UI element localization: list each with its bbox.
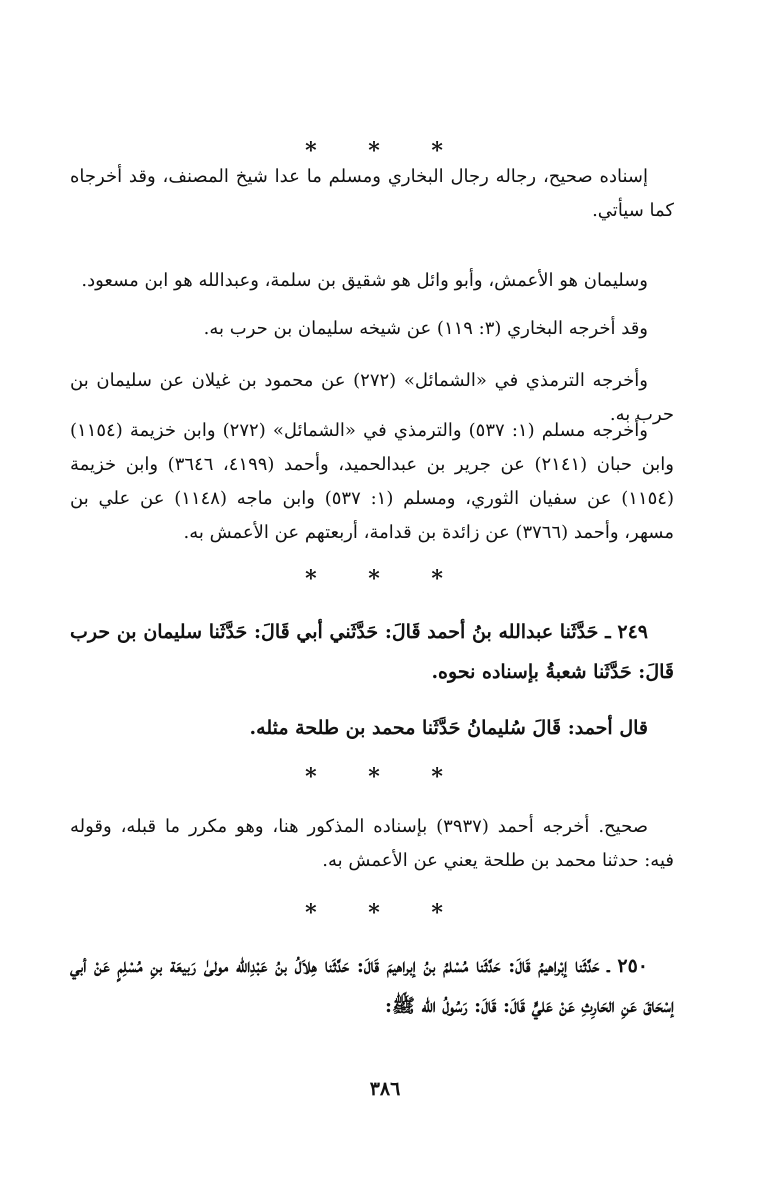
- separator-stars: * * *: [305, 900, 465, 926]
- separator-stars: * * *: [305, 566, 465, 592]
- hadith-text: ٢٥٠ ـ حَدَّثَنا إبْراهيمُ قَالَ: حَدَّثَنا مُسْلمُ بنُ إبراهيمَ قَالَ: حَدَّثَنا هِلاَلُ بنُ عَبْدِالله مولىٰ رَبيعَة بنِ مُسْلِمٍ عَنْ أبي إسْحَاقَ عَنِ الحَارِثِ عَنْ عَليٍّ قَالَ: قَالَ: رَسُولُ الله ﷺ:: [70, 955, 674, 1017]
- page-number: ٣٨٦: [369, 1078, 401, 1100]
- commentary-paragraph: وسليمان هو الأعمش، وأبو وائل هو شقيق بن سلمة، وعبدالله هو ابن مسعود.: [81, 270, 648, 291]
- commentary-paragraph: إسناده صحيح، رجاله رجال البخاري ومسلم ما عدا شيخ المصنف، وقد أخرجاه كما سيأتي.: [70, 166, 674, 221]
- commentary-paragraph: وأخرجه الترمذي في «الشمائل» (٢٧٢) عن محمود بن غيلان عن سليمان بن حرب به.: [70, 370, 674, 425]
- separator-stars: * * *: [305, 764, 465, 790]
- commentary-paragraph: وأخرجه مسلم (١: ٥٣٧) والترمذي في «الشمائل» (٢٧٢) وابن خزيمة (١١٥٤) وابن حبان (٢١٤١) عن جرير بن عبدالحميد، وأحمد (٤١٩٩، ٣٦٤٦) وابن خزيمة (١١٥٤) عن سفيان الثوري، ومسلم (١: ٥٣٧) وابن ماجه (١١٤٨) عن علي بن مسهر، وأحمد (٣٧٦٦) عن زائدة بن قدامة، أربعتهم عن الأعمش به.: [70, 420, 674, 543]
- hadith-text: ٢٤٩ ـ حَدَّثَنا عبدالله بنُ أحمد قَالَ: حَدَّثَني أبي قَالَ: حَدَّثَنا سليمان بن حرب قَالَ: حَدَّثَنا شعبةُ بإسناده نحوه.: [70, 621, 674, 683]
- separator-stars: * * *: [305, 138, 465, 164]
- commentary-paragraph: صحيح. أخرجه أحمد (٣٩٣٧) بإسناده المذكور هنا، وهو مكرر ما قبله، وقوله فيه: حدثنا محمد بن طلحة يعني عن الأعمش به.: [70, 816, 674, 871]
- hadith-text: قال أحمد: قَالَ سُليمانُ حَدَّثَنا محمد بن طلحة مثله.: [249, 717, 648, 739]
- commentary-paragraph: وقد أخرجه البخاري (٣: ١١٩) عن شيخه سليمان بن حرب به.: [203, 318, 648, 339]
